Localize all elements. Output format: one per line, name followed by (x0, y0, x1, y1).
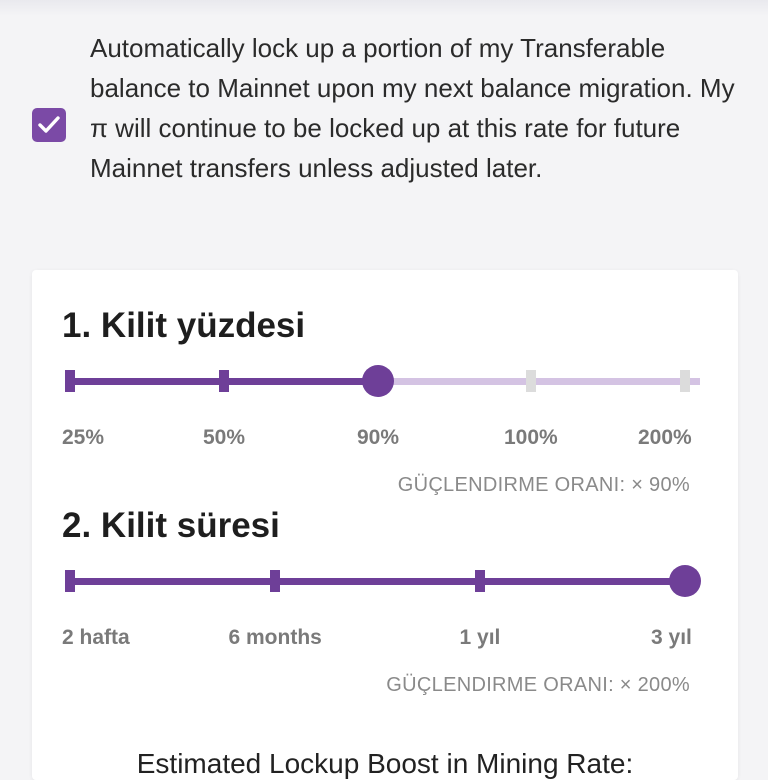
top-edge (0, 0, 768, 16)
slider-option-label[interactable]: 1 yıl (459, 626, 501, 649)
lock-duration-title: 2. Kilit süresi (62, 506, 280, 545)
lock-percentage-title: 1. Kilit yüzdesi (62, 306, 306, 345)
lock-duration-boost: GÜÇLENDIRME ORANI: × 200% (386, 674, 690, 696)
slider-step[interactable] (219, 370, 229, 392)
slider-option-label[interactable]: 25% (62, 426, 105, 449)
slider-option-label[interactable]: 50% (203, 426, 246, 449)
slider-option-label[interactable]: 6 months (228, 626, 322, 649)
slider-step[interactable] (65, 370, 75, 392)
lockup-consent-checkbox[interactable] (32, 108, 66, 142)
slider-option-label[interactable]: 90% (357, 426, 400, 449)
slider-step[interactable] (65, 570, 75, 592)
checkmark-icon (37, 115, 61, 135)
lock-percentage-slider[interactable] (70, 366, 700, 396)
slider-thumb[interactable] (669, 565, 701, 597)
slider-option-label[interactable]: 100% (504, 426, 558, 449)
lock-duration-slider[interactable] (70, 566, 700, 596)
lock-duration-labels (62, 626, 722, 656)
slider-option-label[interactable]: 200% (638, 426, 692, 449)
lockup-config-card (32, 270, 738, 780)
slider-option-label[interactable]: 2 hafta (62, 626, 130, 649)
slider-step[interactable] (526, 370, 536, 392)
lockup-consent-text: Automatically lock up a portion of my Transferable balance to Mainnet upon my next balance migration. My π will continue to be locked up at this rate for future Mainnet transfers unless adjusted later. (90, 33, 735, 183)
slider-step[interactable] (680, 370, 690, 392)
slider-option-label[interactable]: 3 yıl (651, 626, 692, 649)
lock-percentage-labels (62, 426, 722, 456)
estimated-boost-label: Estimated Lockup Boost in Mining Rate: (136, 748, 634, 779)
slider-fill (70, 578, 685, 585)
slider-thumb[interactable] (362, 365, 394, 397)
lock-percentage-boost: GÜÇLENDIRME ORANI: × 90% (397, 474, 690, 496)
slider-step[interactable] (475, 570, 485, 592)
slider-step[interactable] (270, 570, 280, 592)
